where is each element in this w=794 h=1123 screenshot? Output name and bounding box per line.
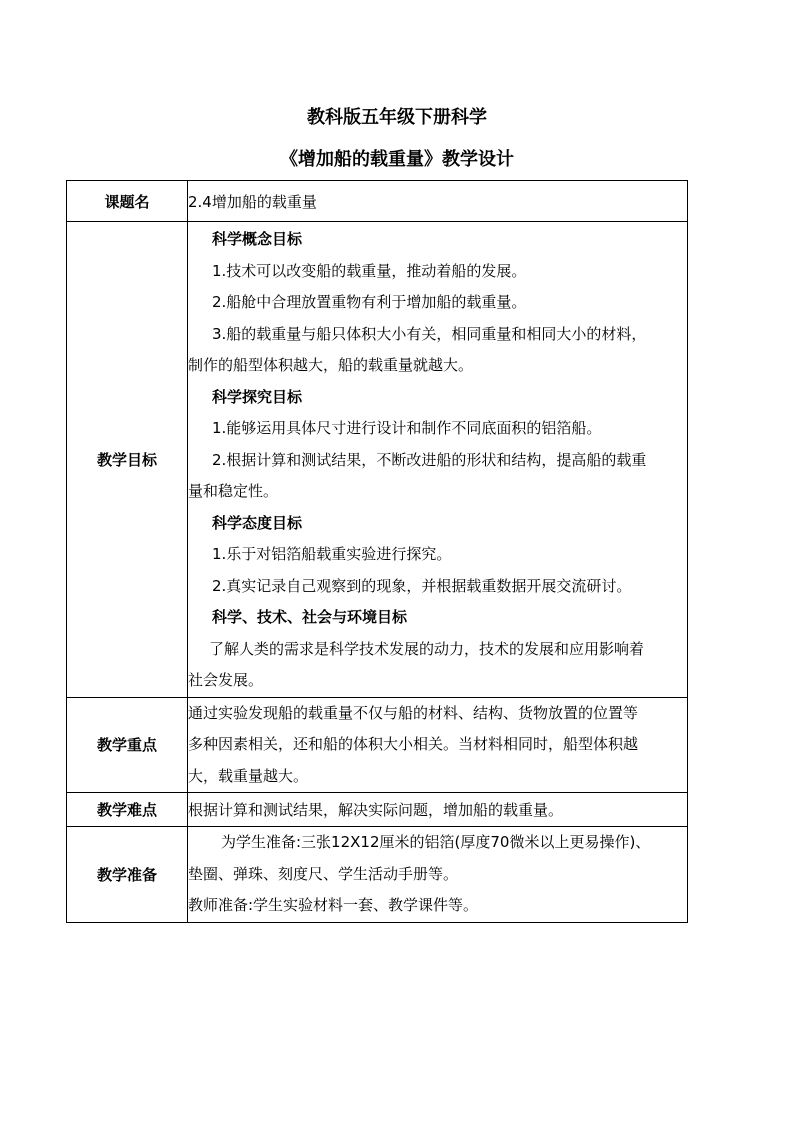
preparation-line2: 垫圈、弹珠、刻度尺、学生活动手册等。 <box>188 864 459 883</box>
inquiry-goal-1: 1.能够运用具体尺寸进行设计和制作不同底面积的铝箔船。 <box>212 419 602 437</box>
difficulty-label: 教学难点 <box>67 793 188 827</box>
difficulty-value: 根据计算和测试结果，解决实际问题，增加船的载重量。 <box>188 793 688 827</box>
document-title: 教科版五年级下册科学 <box>307 107 487 128</box>
preparation-line3: 教师准备:学生实验材料一套、教学课件等。 <box>188 896 479 914</box>
concept-goal-1: 1.技术可以改变船的载重量，推动着船的发展。 <box>212 261 527 280</box>
preparation-label: 教学准备 <box>67 827 188 923</box>
table-row-difficulty <box>67 793 688 827</box>
concept-goal-3-line2: 制作的船型体积越大，船的载重量就越大。 <box>188 356 474 374</box>
attitude-goal-2: 2.真实记录自己观察到的现象，并根据载重数据开展交流研讨。 <box>212 576 632 595</box>
key-points-line3: 大，载重量越大。 <box>188 766 309 785</box>
key-points-content <box>188 697 688 793</box>
stse-goal-line2: 社会发展。 <box>188 671 264 689</box>
topic-label: 课题名 <box>67 181 188 222</box>
concept-goal-3-line1: 3.船的载重量与船只体积大小有关，相同重量和相同大小的材料， <box>212 324 647 343</box>
preparation-line1: 为学生准备:三张12X12厘米的铝箔(厚度70微米以上更易操作)、 <box>221 833 651 851</box>
stse-goal-heading: 科学、技术、社会与环境目标 <box>212 608 408 626</box>
lesson-plan-table <box>66 180 688 923</box>
concept-goal-2: 2.船舱中合理放置重物有利于增加船的载重量。 <box>212 293 527 311</box>
table-row-preparation <box>67 827 688 923</box>
table-row-key-points <box>67 697 688 793</box>
table-row-topic <box>67 181 688 222</box>
document-subtitle: 《增加船的载重量》教学设计 <box>280 149 514 170</box>
preparation-content <box>188 827 688 923</box>
attitude-goal-heading: 科学态度目标 <box>212 513 303 532</box>
goals-content <box>188 222 688 698</box>
concept-goal-heading: 科学概念目标 <box>212 230 303 248</box>
goals-label: 教学目标 <box>67 222 188 698</box>
inquiry-goal-2-line1: 2.根据计算和测试结果，不断改进船的形状和结构，提高船的载重 <box>212 450 647 469</box>
stse-goal-line1: 了解人类的需求是科学技术发展的动力，技术的发展和应用影响着 <box>209 639 645 658</box>
key-points-label: 教学重点 <box>67 697 188 793</box>
topic-value: 2.4增加船的载重量 <box>188 181 688 222</box>
table-row-goals <box>67 222 688 698</box>
key-points-line2: 多种因素相关，还和船的体积大小相关。当材料相同时，船型体积越 <box>188 735 639 753</box>
key-points-line1: 通过实验发现船的载重量不仅与船的材料、结构、货物放置的位置等 <box>188 703 639 722</box>
inquiry-goal-heading: 科学探究目标 <box>212 387 303 406</box>
attitude-goal-1: 1.乐于对铝箔船载重实验进行探究。 <box>212 545 452 563</box>
inquiry-goal-2-line2: 量和稳定性。 <box>188 482 279 500</box>
